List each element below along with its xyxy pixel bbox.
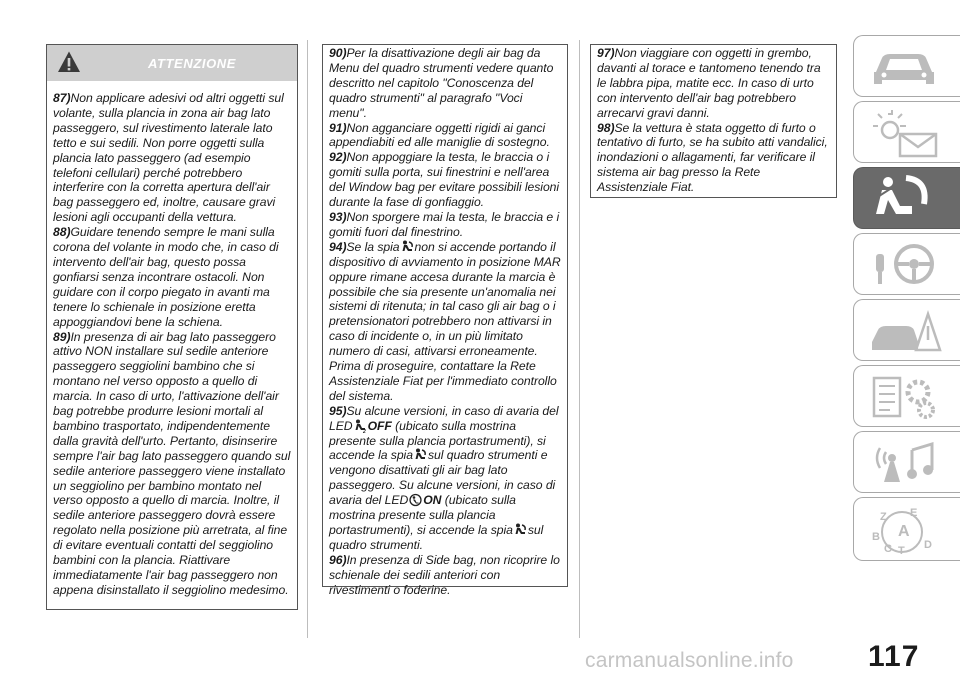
multimedia-icon [868, 438, 942, 488]
note-90: 90)Per la disattivazione degli air bag da Menu del quadro strumenti vedere quanto descritto nel capitolo "Conoscenza del quadro strumenti" al paragrafo "Voci menu". [329, 46, 554, 120]
passenger-airbag-on-icon [409, 493, 422, 507]
note-93: 93)Non sporgere mai la testa, le braccia e i gomiti fuori dal finestrino. [329, 209, 560, 239]
note-96: 96)In presenza di Side bag, non ricoprire lo schienale dei sedili anteriori con rivestimenti o foderine. [329, 552, 560, 597]
note-89: 89)In presenza di air bag lato passeggero attivo NON installare sul sedile anteriore passeggero seggiolini bambino che si montano nel verso opposto a quello di marcia. In caso di urto, l'attivazione dell'air bag potrebbe produrre lesioni mortali al bambino trasportato, indipendentemente dalla gravità dell'urto. Pertanto, disinserire sempre l'air bag lato passeggero quando sul sedile anteriore passeggero viene installato un seggiolino per bambino montato nel verso opposto a quello di marcia. Inoltre, il sedile anteriore passeggero dovrà essere regolato nella posizione più arretrata, al fine di evitare eventuali contatti del seggiolino bambini con la plancia. Riattivare immediatamente l'air bag passeggero non appena disinstallato il seggiolino medesimo. [53, 329, 291, 597]
note-94: 94)Se la spia non si accende portando il dispositivo di avviamento in posizione MAR oppure rimane accesa durante la marcia è possibile che sia presente un'anomalia nei sistemi di ritenuta; in tal caso gli air bag o i pretensionatori potrebbero non attivarsi in caso di incidente o, in un più limitato numero di casi, attivarsi erroneamente. Prima di proseguire, contattare la Rete Assistenziale Fiat per l'immediato controllo del sistema. [329, 239, 561, 403]
notes-box-right [590, 44, 837, 198]
airbag-warning-icon [514, 523, 527, 537]
index-letter: B [872, 531, 880, 543]
note-91: 91)Non agganciare oggetti rigidi ai ganci appendiabiti ed alle maniglie di sostegno. [329, 120, 550, 150]
warning-box [46, 44, 298, 610]
index-letter: E [910, 507, 918, 519]
airbag-icon [868, 174, 942, 224]
index-letter: Z [880, 511, 887, 523]
index-letter: A [898, 523, 910, 540]
sidebar-tab-maintenance[interactable] [853, 365, 960, 427]
warning-header [47, 45, 297, 81]
note-88: 88)Guidare tenendo sempre le mani sulla corona del volante in modo che, in caso di intervento dell'air bag, questo possa gonfiarsi senza incontrare ostacoli. Non guidare con il corpo piegato in avanti ma tenere lo schienale in posizione eretta appoggiandovi bene la schiena. [53, 225, 279, 329]
sidebar-tab-warning-lights[interactable] [853, 101, 960, 163]
key-steering-wheel-icon [868, 240, 942, 290]
sidebar-tab-multimedia[interactable] [853, 431, 960, 493]
airbag-warning-icon [414, 448, 427, 462]
note-87: 87)Non applicare adesivi od altri oggetti sul volante, sulla plancia in zona air bag lato passeggero, sul rivestimento laterale lato tetto e sui sedili. Non porre oggetti sulla plancia lato passeggero (ad esempio telefoni cellulari) perché potrebbero interferire con la corretta apertura dell'air bag passeggero ed, inoltre, causare gravi lesioni agli occupanti della vettura. [53, 91, 284, 225]
page-number: 117 [868, 640, 920, 673]
note-95: 95)Su alcune versioni, in caso di avaria del LED 2 OFF (ubicato sulla mostrina presente sulla plancia portastrumenti), si accende la spia sul quadro strumenti e vengono disattivati gli air bag lato passeggero. Su alcune versioni, in caso di avaria del LED ON (ubicato sulla mostrina presente sulla plancia portastrumenti), si accende la spia sul quadro strumenti. [329, 403, 559, 552]
road-warning-icon [868, 306, 942, 356]
column-right [580, 40, 842, 638]
passenger-airbag-off-icon [354, 419, 367, 433]
sidebar-tab-index[interactable] [853, 497, 960, 561]
warning-lights-icon [868, 108, 942, 158]
watermark: carmanualsonline.info [585, 649, 794, 672]
column-left [42, 40, 308, 638]
maintenance-gears-icon [868, 372, 942, 422]
index-letters-icon [868, 504, 942, 554]
sidebar-tab-starting-driving[interactable] [853, 233, 960, 295]
sidebar-tab-emergency[interactable] [853, 299, 960, 361]
warning-body [47, 81, 297, 598]
column-middle [308, 40, 580, 638]
index-letter: T [898, 545, 905, 554]
index-letter: D [924, 539, 932, 551]
svg-text:2: 2 [362, 428, 366, 433]
note-97: 97)Non viaggiare con oggetti in grembo, davanti al torace e tantomeno tenendo tra le labbra pipa, matite ecc. In caso di urto con intervento dell'air bag potrebbero arrecarvi gravi danni. [597, 46, 821, 120]
note-98: 98)Se la vettura è stata oggetto di furto o tentativo di furto, se ha subito atti vandalici, inondazioni o allagamenti, far verificare il sistema air bag presso la Rete Assistenziale Fiat. [597, 120, 828, 195]
warning-title: ATTENZIONE [147, 56, 237, 71]
airbag-warning-icon [401, 240, 414, 254]
sidebar-tab-car[interactable] [853, 35, 960, 97]
sidebar-tab-safety[interactable] [853, 167, 960, 229]
note-92: 92)Non appoggiare la testa, le braccia o i gomiti sulla porta, sui finestrini e nell'area del Window bag per evitare possibili lesioni durante la fase di gonfiaggio. [329, 150, 560, 210]
car-icon [868, 42, 942, 92]
index-letter: C [884, 543, 892, 554]
notes-box-middle [322, 44, 568, 597]
